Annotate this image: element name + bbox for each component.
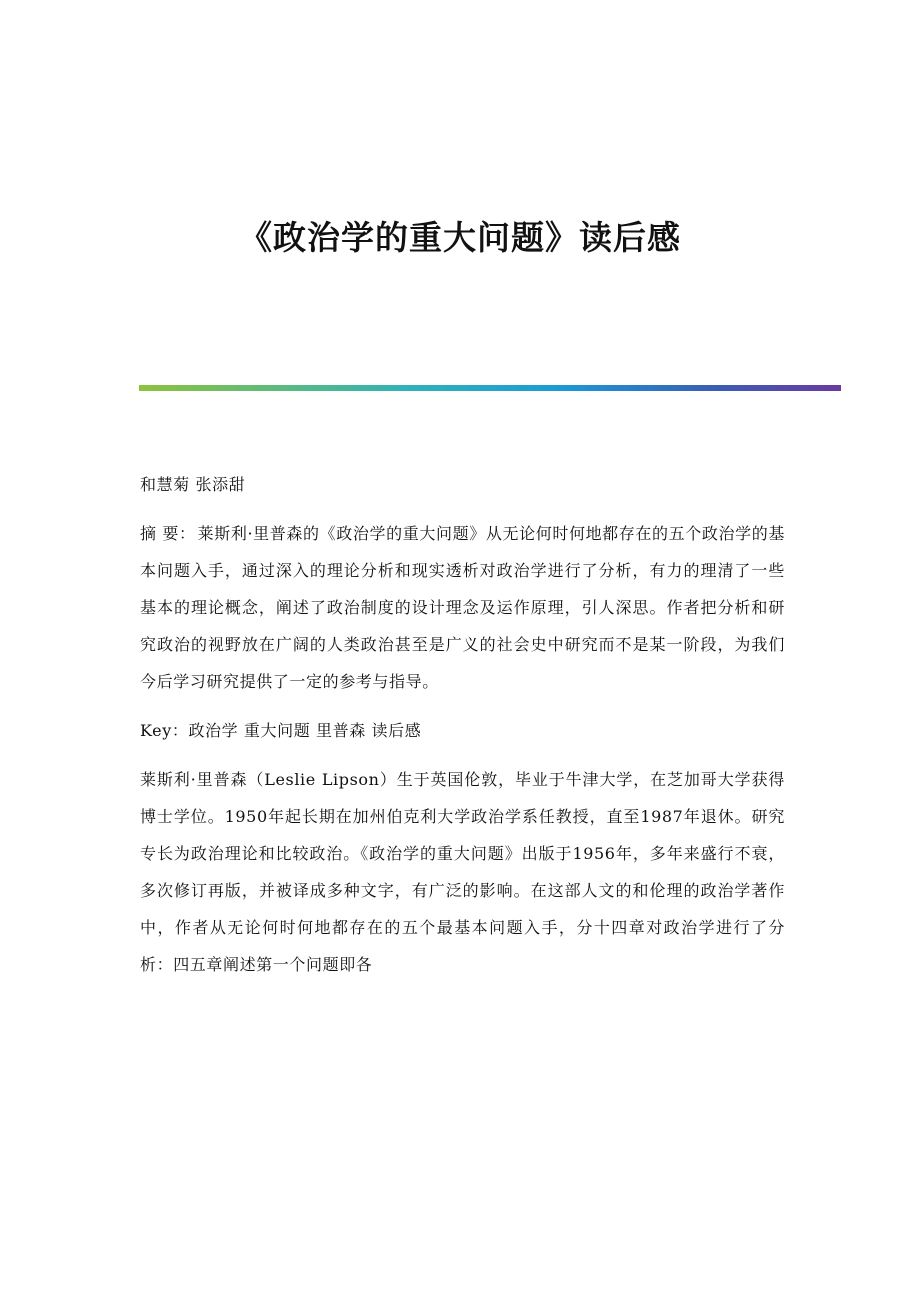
abstract-paragraph bbox=[140, 515, 785, 700]
keywords-text: 政治学 重大问题 里普森 读后感 bbox=[188, 721, 422, 740]
keywords-label: Key： bbox=[140, 721, 189, 740]
author-line: 和慧菊 张添甜 bbox=[140, 475, 246, 494]
document-body bbox=[140, 466, 785, 995]
gradient-divider bbox=[139, 385, 841, 391]
abstract-label: 摘 要： bbox=[140, 524, 196, 543]
keywords-paragraph bbox=[140, 712, 785, 749]
body-paragraph: 莱斯利·里普森（Leslie Lipson）生于英国伦敦，毕业于牛津大学，在芝加哥大学获得博士学位。1950年起长期在加州伯克利大学政治学系任教授，直至1987年退休。研究专长为政治理论和比较政治。《政治学的重大问题》出版于1956年，多年来盛行不衰，多次修订再版，并被译成多种文字，有广泛的影响。在这部人文的和伦理的政治学著作中，作者从无论何时何地都存在的五个最基本问题入手，分十四章对政治学进行了分析：四五章阐述第一个问题即各 bbox=[140, 770, 785, 974]
document-title: 《政治学的重大问题》读后感 bbox=[239, 218, 681, 257]
abstract-text: 莱斯利·里普森的《政治学的重大问题》从无论何时何地都存在的五个政治学的基本问题入手，通过深入的理论分析和现实透析对政治学进行了分析，有力的理清了一些基本的理论概念，阐述了政治制度的设计理念及运作原理，引人深思。作者把分析和研究政治的视野放在广阔的人类政治甚至是广义的社会史中研究而不是某一阶段，为我们今后学习研究提供了一定的参考与指导。 bbox=[140, 524, 785, 691]
